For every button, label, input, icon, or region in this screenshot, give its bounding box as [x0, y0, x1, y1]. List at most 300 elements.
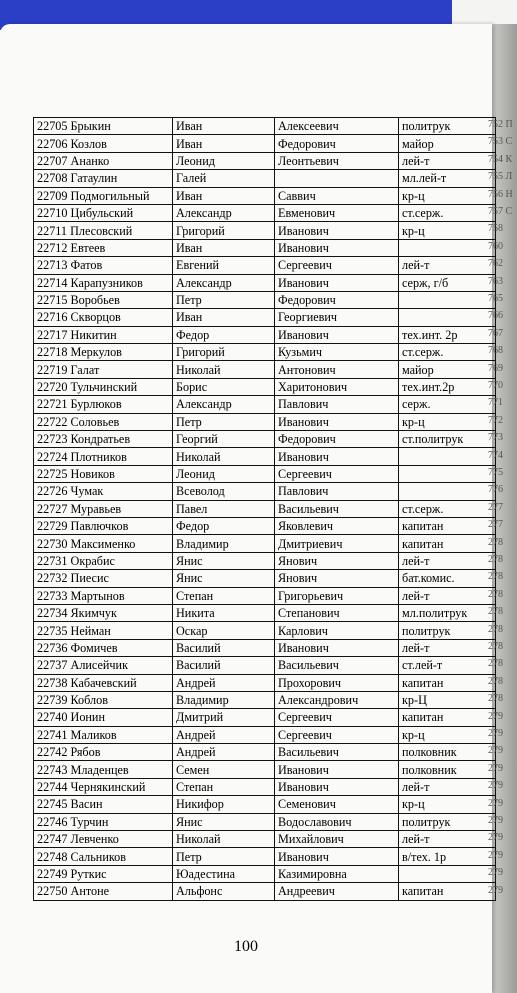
surname: Воробьев: [70, 293, 120, 308]
cell-first-name: Андрей: [173, 744, 275, 761]
record-id: 22738: [37, 675, 68, 690]
record-id: 22743: [37, 762, 68, 777]
record-id: 22713: [37, 258, 68, 273]
cell-first-name: Дмитрий: [173, 709, 275, 726]
cell-patronymic: Александрович: [275, 691, 399, 708]
table-row: [34, 326, 496, 343]
cell-rank: лей-т: [399, 831, 496, 848]
cell-id-surname: [34, 622, 173, 639]
cell-rank: капитан: [399, 883, 496, 900]
surname: Рябов: [70, 745, 101, 760]
table-row: [34, 778, 496, 795]
cell-id-surname: [34, 344, 173, 361]
cell-patronymic: Павлович: [275, 483, 399, 500]
table-row: [34, 570, 496, 587]
cell-id-surname: [34, 674, 173, 691]
cell-rank: [399, 865, 496, 882]
cell-id-surname: [34, 796, 173, 813]
cell-rank: ст.серж.: [399, 204, 496, 221]
record-id: 22724: [37, 449, 68, 464]
cell-first-name: Григорий: [173, 344, 275, 361]
surname: Павлючков: [70, 519, 129, 534]
cell-first-name: Евгений: [173, 257, 275, 274]
cell-first-name: Всеволод: [173, 483, 275, 500]
cell-id-surname: [34, 744, 173, 761]
record-id: 22719: [37, 362, 68, 377]
surname: Алисейчик: [70, 658, 128, 673]
cell-patronymic: Янович: [275, 570, 399, 587]
record-id: 22718: [37, 345, 68, 360]
facing-page-fragment: 279: [488, 867, 503, 879]
cell-rank: ст.политрук: [399, 431, 496, 448]
facing-page-fragment: 772: [488, 414, 503, 426]
cell-first-name: Борис: [173, 378, 275, 395]
surname: Цибульский: [70, 206, 134, 221]
facing-page-fragment: 756 Н: [488, 188, 513, 200]
cell-rank: кр-ц: [399, 222, 496, 239]
cell-first-name: Николай: [173, 831, 275, 848]
cell-patronymic: Прохорович: [275, 674, 399, 691]
cell-first-name: Андрей: [173, 674, 275, 691]
surname: Гатаулин: [70, 171, 118, 186]
surname: Никитин: [70, 327, 117, 342]
cell-first-name: Андрей: [173, 726, 275, 743]
cell-id-surname: [34, 570, 173, 587]
record-id: 22706: [37, 136, 68, 151]
cell-patronymic: Федорович: [275, 291, 399, 308]
record-id: 22736: [37, 640, 68, 655]
facing-page-fragment: 279: [488, 728, 503, 739]
record-id: 22741: [37, 727, 68, 742]
cell-rank: [399, 448, 496, 465]
cell-patronymic: Харитонович: [275, 378, 399, 395]
facing-page-fragment: 762: [488, 258, 503, 270]
cell-first-name: Юадестина: [173, 865, 275, 882]
record-id: 22725: [37, 467, 68, 481]
record-id: 22708: [37, 171, 68, 186]
surname: Кабачевский: [70, 675, 137, 690]
record-id: 22721: [37, 397, 68, 412]
surname: Галат: [70, 362, 100, 377]
table-row: [34, 361, 496, 378]
cell-id-surname: [34, 239, 173, 256]
cell-first-name: Петр: [173, 291, 275, 308]
cell-first-name: Александр: [173, 274, 275, 291]
surname: Турчин: [70, 814, 109, 829]
cell-first-name: Василий: [173, 657, 275, 674]
cell-rank: кр-Ц: [399, 691, 496, 708]
table-row: [34, 848, 496, 865]
cell-id-surname: [34, 500, 173, 517]
cell-rank: кр-ц: [399, 187, 496, 204]
cell-first-name: Владимир: [173, 691, 275, 708]
facing-page-fragment: 278: [488, 623, 503, 635]
cell-first-name: Федор: [173, 517, 275, 534]
cell-patronymic: Федорович: [275, 431, 399, 448]
table-row: [34, 552, 496, 569]
surname: Соловьев: [70, 414, 120, 429]
record-id: 22726: [37, 484, 68, 499]
record-id: 22735: [37, 623, 68, 638]
cell-rank: политрук: [399, 813, 496, 830]
surname: Новиков: [70, 467, 115, 481]
record-id: 22745: [37, 797, 68, 812]
cell-rank: лей-т: [399, 257, 496, 274]
cell-first-name: Владимир: [173, 535, 275, 552]
facing-page-fragment: 277: [488, 501, 503, 513]
facing-page-fragment: 757 С: [488, 206, 513, 217]
facing-page-fragment: 279: [488, 815, 503, 826]
cell-first-name: Василий: [173, 639, 275, 656]
surname: Якимчук: [70, 606, 117, 621]
cell-id-surname: [34, 552, 173, 569]
record-id: 22732: [37, 571, 68, 586]
cell-patronymic: Иванович: [275, 326, 399, 343]
surname: Левченко: [70, 832, 119, 847]
surname: Кондратьев: [70, 432, 131, 447]
cell-patronymic: Карлович: [275, 622, 399, 639]
facing-page-fragment: 775: [488, 467, 503, 478]
surname: Ионин: [70, 710, 105, 725]
cell-id-surname: [34, 639, 173, 656]
cell-rank: лей-т: [399, 152, 496, 169]
cell-patronymic: Павлович: [275, 396, 399, 413]
record-id: 22712: [37, 240, 68, 255]
cell-patronymic: Федорович: [275, 135, 399, 152]
cell-rank: [399, 465, 496, 482]
cell-rank: [399, 309, 496, 326]
facing-page-fragment: 278: [488, 554, 503, 565]
page-number: 100: [234, 938, 258, 955]
surname: Скворцов: [70, 310, 121, 325]
cell-id-surname: [34, 274, 173, 291]
facing-page-fragment: 279: [488, 745, 503, 757]
facing-page-fragment: 774: [488, 449, 503, 461]
table-row: [34, 274, 496, 291]
facing-page-fragment: 754 К: [488, 153, 513, 165]
table-row: [34, 204, 496, 221]
table-row: [34, 674, 496, 691]
cell-id-surname: [34, 448, 173, 465]
cell-rank: [399, 291, 496, 308]
cell-patronymic: Сергеевич: [275, 465, 399, 482]
cell-rank: лей-т: [399, 778, 496, 795]
facing-page-fragment: 773: [488, 432, 503, 444]
record-id: 22710: [37, 206, 68, 221]
cell-id-surname: [34, 587, 173, 604]
record-id: 22720: [37, 380, 68, 395]
table-row: [34, 761, 496, 778]
table-row: [34, 344, 496, 361]
cell-patronymic: Евменович: [275, 204, 399, 221]
table-row: [34, 726, 496, 743]
cell-id-surname: [34, 535, 173, 552]
cell-patronymic: Яковлевич: [275, 517, 399, 534]
cell-patronymic: Сергеевич: [275, 257, 399, 274]
cell-patronymic: Степанович: [275, 604, 399, 621]
cell-rank: тех.инт. 2р: [399, 326, 496, 343]
record-id: 22705: [37, 119, 68, 134]
cell-first-name: Леонид: [173, 465, 275, 482]
cell-id-surname: [34, 413, 173, 430]
table-row: [34, 413, 496, 430]
cell-first-name: Иван: [173, 309, 275, 326]
cell-first-name: Петр: [173, 413, 275, 430]
facing-page-fragment: 278: [488, 606, 503, 618]
cell-rank: мл.лей-т: [399, 170, 496, 187]
facing-page-fragment: 770: [488, 380, 503, 391]
table-row: [34, 448, 496, 465]
cell-id-surname: [34, 657, 173, 674]
cell-id-surname: [34, 778, 173, 795]
surname: Карапузников: [70, 275, 143, 290]
cell-id-surname: [34, 709, 173, 726]
cell-patronymic: Казимировна: [275, 865, 399, 882]
surname: Нейман: [70, 623, 111, 638]
record-id: 22714: [37, 275, 68, 290]
cell-id-surname: [34, 222, 173, 239]
record-id: 22722: [37, 414, 68, 429]
cell-id-surname: [34, 204, 173, 221]
facing-page-fragment: 277: [488, 519, 503, 531]
surname: Маликов: [70, 727, 117, 742]
cell-id-surname: [34, 604, 173, 621]
cell-patronymic: Георгиевич: [275, 309, 399, 326]
cell-patronymic: Сергеевич: [275, 726, 399, 743]
cell-id-surname: [34, 831, 173, 848]
cell-patronymic: Иванович: [275, 274, 399, 291]
cell-rank: [399, 239, 496, 256]
cell-rank: полковник: [399, 744, 496, 761]
cell-first-name: Петр: [173, 848, 275, 865]
table-row: [34, 883, 496, 900]
table-row: [34, 622, 496, 639]
cell-first-name: Семен: [173, 761, 275, 778]
cell-patronymic: Васильевич: [275, 657, 399, 674]
cell-first-name: Иван: [173, 239, 275, 256]
cell-patronymic: Васильевич: [275, 500, 399, 517]
table-row: [34, 187, 496, 204]
cell-patronymic: Водославович: [275, 813, 399, 830]
surname: Плесовский: [70, 223, 133, 238]
cell-patronymic: Иванович: [275, 761, 399, 778]
cell-first-name: Федор: [173, 326, 275, 343]
facing-page-fragment: 765: [488, 293, 503, 304]
cell-patronymic: Дмитриевич: [275, 535, 399, 552]
cell-first-name: Леонид: [173, 152, 275, 169]
cell-id-surname: [34, 378, 173, 395]
facing-page-fragment: 279: [488, 780, 503, 792]
cell-id-surname: [34, 170, 173, 187]
cell-first-name: Никита: [173, 604, 275, 621]
surname: Мартынов: [70, 588, 125, 603]
surname: Ананко: [70, 153, 110, 168]
surname: Евтеев: [70, 240, 106, 255]
cell-first-name: Галей: [173, 170, 275, 187]
table-row: [34, 135, 496, 152]
cell-id-surname: [34, 465, 173, 482]
cell-first-name: Иван: [173, 187, 275, 204]
cell-id-surname: [34, 361, 173, 378]
surname: Максименко: [70, 536, 136, 551]
facing-page-fragment: 279: [488, 832, 503, 844]
facing-page-fragment: 766: [488, 310, 503, 322]
record-id: 22733: [37, 588, 68, 603]
facing-page-fragment: 767: [488, 327, 503, 339]
surname: Антоне: [70, 884, 110, 899]
facing-page-fragment: 752 П: [488, 119, 513, 130]
cell-first-name: Альфонс: [173, 883, 275, 900]
cell-patronymic: Иванович: [275, 239, 399, 256]
facing-page-fragment: 278: [488, 693, 503, 705]
table-row: [34, 257, 496, 274]
cell-patronymic: Кузьмич: [275, 344, 399, 361]
record-id: 22723: [37, 432, 68, 447]
cell-patronymic: [275, 170, 399, 187]
cell-first-name: Павел: [173, 500, 275, 517]
cell-patronymic: Иванович: [275, 413, 399, 430]
record-id: 22744: [37, 780, 68, 795]
record-id: 22717: [37, 327, 68, 342]
cell-rank: полковник: [399, 761, 496, 778]
surname: Брыкин: [70, 119, 111, 134]
record-id: 22707: [37, 153, 68, 168]
cell-first-name: Янис: [173, 570, 275, 587]
cell-rank: капитан: [399, 709, 496, 726]
surname: Фатов: [70, 258, 103, 273]
table-row: [34, 813, 496, 830]
facing-page-fragment: 279: [488, 762, 503, 774]
facing-page-fragment: 755 Л: [488, 171, 513, 183]
table-row: [34, 796, 496, 813]
table-row: [34, 535, 496, 552]
cell-first-name: Степан: [173, 778, 275, 795]
cell-rank: в/тех. 1р: [399, 848, 496, 865]
surname: Пиесис: [70, 571, 109, 586]
cell-patronymic: Иванович: [275, 222, 399, 239]
table-row: [34, 831, 496, 848]
record-id: 22739: [37, 693, 68, 708]
surname: Меркулов: [70, 345, 122, 360]
table-row: [34, 709, 496, 726]
cell-id-surname: [34, 309, 173, 326]
record-id: 22746: [37, 814, 68, 829]
table-row: [34, 587, 496, 604]
record-id: 22749: [37, 866, 68, 881]
record-id: 22750: [37, 884, 68, 899]
surname: Фомичев: [70, 640, 118, 655]
facing-page-fragment: 753 С: [488, 136, 513, 148]
cell-rank: ст.лей-т: [399, 657, 496, 674]
cell-id-surname: [34, 291, 173, 308]
table-row: [34, 500, 496, 517]
surname: Окрабис: [70, 553, 115, 568]
record-id: 22727: [37, 501, 68, 516]
cell-rank: тех.инт.2р: [399, 378, 496, 395]
table-row: [34, 222, 496, 239]
cell-patronymic: Иванович: [275, 448, 399, 465]
table-row: [34, 744, 496, 761]
record-id: 22737: [37, 658, 68, 673]
record-id: 22747: [37, 832, 68, 847]
cell-first-name: Янис: [173, 552, 275, 569]
surname: Сальников: [70, 849, 126, 864]
surname: Чернякинский: [70, 780, 146, 795]
table-row: [34, 465, 496, 482]
table-row: [34, 865, 496, 882]
cell-rank: кр-ц: [399, 413, 496, 430]
cell-patronymic: Семенович: [275, 796, 399, 813]
record-id: 22734: [37, 606, 68, 621]
surname: Плотников: [70, 449, 127, 464]
table-row: [34, 309, 496, 326]
cell-first-name: Янис: [173, 813, 275, 830]
cell-rank: кр-ц: [399, 796, 496, 813]
surname: Руткис: [70, 866, 107, 881]
cell-rank: майор: [399, 135, 496, 152]
cell-patronymic: Иванович: [275, 639, 399, 656]
cell-patronymic: Сергеевич: [275, 709, 399, 726]
cell-id-surname: [34, 152, 173, 169]
facing-page-fragment: 768: [488, 345, 503, 357]
cell-id-surname: [34, 187, 173, 204]
table-row: [34, 604, 496, 621]
cell-id-surname: [34, 883, 173, 900]
table-row: [34, 483, 496, 500]
cell-rank: лей-т: [399, 552, 496, 569]
surname: Чумак: [70, 484, 104, 499]
cell-id-surname: [34, 848, 173, 865]
table-row: [34, 170, 496, 187]
cell-id-surname: [34, 691, 173, 708]
cell-rank: [399, 483, 496, 500]
cell-first-name: Александр: [173, 396, 275, 413]
facing-page-fragment: 760: [488, 240, 503, 252]
cell-rank: майор: [399, 361, 496, 378]
table-row: [34, 396, 496, 413]
cell-first-name: Александр: [173, 204, 275, 221]
cell-rank: серж.: [399, 396, 496, 413]
cell-id-surname: [34, 813, 173, 830]
cell-rank: капитан: [399, 535, 496, 552]
record-id: 22730: [37, 536, 68, 551]
facing-page-fragment: 763: [488, 275, 503, 287]
facing-page-fragment: 769: [488, 362, 503, 374]
cell-first-name: Степан: [173, 587, 275, 604]
table-row: [34, 691, 496, 708]
cell-id-surname: [34, 431, 173, 448]
record-id: 22716: [37, 310, 68, 325]
facing-page-fragment: 279: [488, 849, 503, 861]
table-row: [34, 378, 496, 395]
cell-first-name: Георгий: [173, 431, 275, 448]
surname: Козлов: [70, 136, 107, 151]
cell-patronymic: Васильевич: [275, 744, 399, 761]
table-row: [34, 657, 496, 674]
cell-first-name: Иван: [173, 118, 275, 135]
surname: Младенцев: [70, 762, 129, 777]
record-id: 22740: [37, 710, 68, 725]
surname: Коблов: [70, 693, 108, 708]
table-row: [34, 639, 496, 656]
cell-rank: мл.политрук: [399, 604, 496, 621]
cell-first-name: Иван: [173, 135, 275, 152]
cell-rank: лей-т: [399, 639, 496, 656]
cell-id-surname: [34, 326, 173, 343]
cell-patronymic: Андреевич: [275, 883, 399, 900]
facing-page-fragment: 279: [488, 710, 503, 722]
cell-patronymic: Григорьевич: [275, 587, 399, 604]
